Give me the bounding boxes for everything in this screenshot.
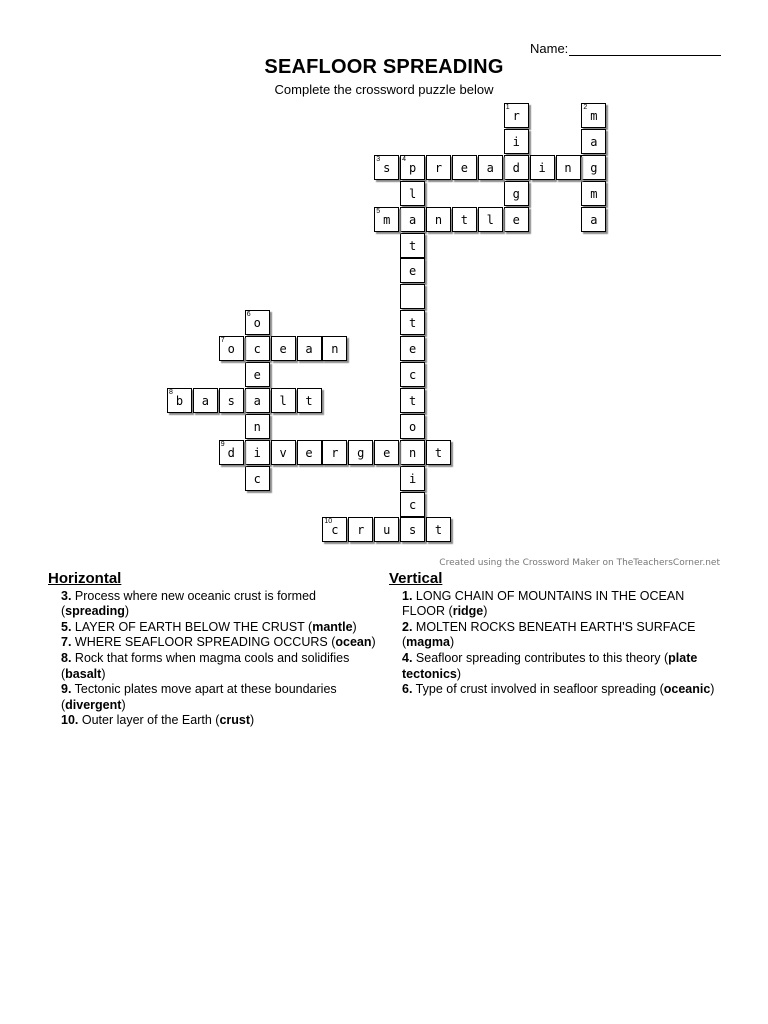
cell-letter: a <box>590 134 598 149</box>
cell-letter: e <box>279 342 287 357</box>
clue-number: 10. <box>61 713 79 728</box>
crossword-cell[interactable] <box>426 207 451 232</box>
crossword-cell[interactable] <box>556 155 581 180</box>
cell-letter: l <box>486 212 494 227</box>
crossword-cell[interactable] <box>219 440 244 465</box>
clue-item: 3. Process where new oceanic crust is formed (spreading) <box>61 588 316 619</box>
clue-item: 2. MOLTEN ROCKS BENEATH EARTH'S SURFACE (magma) <box>402 619 696 650</box>
crossword-cell[interactable] <box>245 362 270 387</box>
horizontal-heading: Horizontal <box>48 570 122 587</box>
crossword-cell[interactable] <box>504 129 529 154</box>
crossword-cell[interactable] <box>193 388 218 413</box>
crossword-cell[interactable] <box>452 155 477 180</box>
clue-text: Tectonic plates move apart at these boundaries ( <box>61 682 337 712</box>
crossword-cell[interactable] <box>581 207 606 232</box>
cell-number: 2 <box>583 104 588 111</box>
crossword-cell[interactable] <box>400 336 425 361</box>
cell-letter: c <box>408 368 417 382</box>
crossword-cell[interactable] <box>245 414 270 439</box>
clue-number: 9. <box>61 682 72 697</box>
crossword-cell[interactable] <box>245 388 270 413</box>
cell-letter: c <box>253 471 261 486</box>
crossword-cell[interactable] <box>297 440 322 465</box>
cell-letter: n <box>564 160 572 175</box>
clue-text: Seafloor spreading contributes to this theory ( <box>412 650 669 665</box>
crossword-cell[interactable] <box>374 207 399 232</box>
cell-letter: s <box>227 393 235 408</box>
cell-letter: d <box>512 160 520 175</box>
cell-letter: m <box>590 109 598 123</box>
clue-item: 8. Rock that forms when magma cools and solidifies (basalt) <box>61 650 350 681</box>
clue-item: 4. Seafloor spreading contributes to this theory (plate tectonics) <box>402 650 698 681</box>
cell-letter: g <box>512 186 520 201</box>
crossword-cell[interactable] <box>374 155 399 180</box>
clue-item: 7. WHERE SEAFLOOR SPREADING OCCURS (ocean) <box>61 635 376 650</box>
clue-item: 6. Type of crust involved in seafloor spreading (oceanic) <box>402 682 715 697</box>
crossword-cell[interactable] <box>504 155 529 180</box>
crossword-cell[interactable] <box>400 517 425 542</box>
horizontal-clues <box>48 571 383 729</box>
clue-item: 5. LAYER OF EARTH BELOW THE CRUST (mantle) <box>61 619 357 634</box>
cell-number: 1 <box>505 104 510 111</box>
cell-letter: r <box>434 160 443 175</box>
cell-letter: r <box>357 523 365 538</box>
cell-letter: e <box>408 264 417 279</box>
cell-letter: s <box>408 523 417 538</box>
vertical-clues <box>389 571 724 698</box>
crossword-cell[interactable] <box>348 517 373 542</box>
cell-letter: n <box>253 419 261 434</box>
cell-letter: p <box>408 160 417 175</box>
cell-letter: t <box>460 212 468 227</box>
clue-answer: mantle <box>312 619 353 634</box>
cell-letter: t <box>408 238 417 253</box>
clue-answer: oceanic <box>663 682 711 697</box>
crossword-cell[interactable] <box>478 155 503 180</box>
cell-letter: g <box>357 445 365 460</box>
cell-letter: e <box>408 342 417 357</box>
cell-letter: i <box>253 445 261 460</box>
crossword-cell[interactable] <box>400 284 425 309</box>
cell-letter: t <box>408 393 417 408</box>
cell-letter: e <box>512 212 520 227</box>
cell-letter: l <box>408 186 417 201</box>
crossword-cell[interactable] <box>400 362 425 387</box>
cell-letter: t <box>408 316 417 331</box>
clue-text: LAYER OF EARTH BELOW THE CRUST ( <box>71 619 313 634</box>
horizontal-clue-list <box>48 589 383 729</box>
clue-text: Process where new oceanic crust is formed ( <box>61 588 316 619</box>
cell-letter: v <box>279 445 287 460</box>
cell-letter: c <box>253 342 261 357</box>
crossword-cell[interactable] <box>400 492 425 517</box>
cell-letter: c <box>331 523 339 538</box>
crossword-cell[interactable] <box>504 103 529 128</box>
cell-letter: u <box>383 523 391 538</box>
clue-item: 1. LONG CHAIN OF MOUNTAINS IN THE OCEAN FLOOR (ridge) <box>402 588 685 619</box>
crossword-cell[interactable] <box>530 155 555 180</box>
cell-letter: a <box>201 393 209 408</box>
cell-letter: n <box>408 445 417 460</box>
cell-letter: i <box>512 134 520 149</box>
crossword-cell[interactable] <box>297 388 322 413</box>
cell-letter: r <box>512 109 520 123</box>
cell-letter: t <box>434 445 443 460</box>
vertical-clue-list <box>389 589 724 698</box>
crossword-cell[interactable] <box>245 310 270 335</box>
crossword-cell[interactable] <box>581 181 606 206</box>
clue-item: 10. Outer layer of the Earth (crust) <box>61 713 255 728</box>
crossword-cell[interactable] <box>219 336 244 361</box>
crossword-cell[interactable] <box>400 440 425 465</box>
clue-text: Type of crust involved in seafloor spreading ( <box>412 682 664 697</box>
cell-letter: e <box>305 445 313 460</box>
crossword-cell[interactable] <box>271 388 296 413</box>
crossword-cell[interactable] <box>219 388 244 413</box>
cell-letter: e <box>460 160 468 175</box>
clue-text: LONG CHAIN OF MOUNTAINS IN THE OCEAN FLOOR ( <box>402 588 685 619</box>
crossword-cell[interactable] <box>322 517 347 542</box>
cell-letter: d <box>227 445 235 460</box>
clue-answer: crust <box>219 713 251 728</box>
clue-number: 1. <box>402 588 413 603</box>
clue-answer: spreading <box>65 604 125 619</box>
clue-number: 3. <box>61 588 72 603</box>
cell-letter: a <box>590 212 598 227</box>
crossword-cell[interactable] <box>452 207 477 232</box>
crossword-cell[interactable] <box>426 440 451 465</box>
crossword-cell[interactable] <box>322 336 347 361</box>
cell-letter: a <box>253 393 261 408</box>
crossword-cell[interactable] <box>167 388 192 413</box>
crossword-cell[interactable] <box>271 336 296 361</box>
cell-letter: t <box>434 523 443 538</box>
cell-letter: m <box>383 212 391 227</box>
clue-number: 4. <box>402 650 413 665</box>
cell-letter: b <box>175 393 184 408</box>
crossword-cell[interactable] <box>348 440 373 465</box>
crossword-cell[interactable] <box>400 155 425 180</box>
crossword-cell[interactable] <box>400 310 425 335</box>
cell-number: 5 <box>376 207 381 215</box>
crossword-cell[interactable] <box>504 181 529 206</box>
clue-item: 9. Tectonic plates move apart at these boundaries (divergent) <box>61 682 337 712</box>
crossword-cell[interactable] <box>271 440 296 465</box>
crossword-cell[interactable] <box>245 440 270 465</box>
cell-letter: o <box>227 342 235 357</box>
cell-letter: c <box>408 497 417 512</box>
crossword-cell[interactable] <box>581 103 606 128</box>
crossword-cell[interactable] <box>322 440 347 465</box>
crossword-cell[interactable] <box>297 336 322 361</box>
clue-number: 2. <box>402 619 413 634</box>
clue-answer: plate tectonics <box>402 650 698 681</box>
cell-letter: g <box>590 160 598 175</box>
cell-letter: a <box>408 212 417 227</box>
crossword-cell[interactable] <box>400 388 425 413</box>
credit-line: Created using the Crossword Maker on TheTeachersCorner.net <box>439 558 720 568</box>
crossword-cell[interactable] <box>245 466 270 491</box>
cell-letter: r <box>331 445 339 460</box>
crossword-cell[interactable] <box>400 207 425 232</box>
page-subtitle: Complete the crossword puzzle below <box>274 82 494 97</box>
name-label: Name: <box>530 41 569 56</box>
crossword-cell[interactable] <box>245 336 270 361</box>
cell-letter: l <box>279 393 287 408</box>
crossword-cell[interactable] <box>426 155 451 180</box>
clue-answer: magma <box>406 635 450 650</box>
cell-letter: a <box>486 160 494 175</box>
clue-number: 7. <box>61 635 72 650</box>
clue-text: Rock that forms when magma cools and solidifies ( <box>61 650 350 681</box>
clue-answer: basalt <box>65 666 102 681</box>
crossword-cell[interactable] <box>581 129 606 154</box>
crossword-cell[interactable] <box>400 181 425 206</box>
crossword-cell[interactable] <box>426 517 451 542</box>
crossword-cell[interactable] <box>400 466 425 491</box>
cell-letter: s <box>383 160 391 175</box>
cell-number: 10 <box>324 518 333 526</box>
cell-letter: e <box>383 445 391 460</box>
cell-number: 8 <box>169 388 173 396</box>
cell-number: 4 <box>402 155 406 163</box>
cell-number: 9 <box>220 440 225 448</box>
cell-letter: t <box>305 393 313 408</box>
cell-number: 3 <box>376 155 381 163</box>
clue-text: Outer layer of the Earth ( <box>78 713 220 728</box>
cell-letter: o <box>253 316 261 331</box>
clue-answer: ridge <box>452 604 484 619</box>
cell-letter: n <box>331 342 339 357</box>
clue-number: 8. <box>61 650 72 665</box>
clue-number: 5. <box>61 619 72 634</box>
clue-number: 6. <box>402 682 413 697</box>
vertical-heading: Vertical <box>389 570 443 587</box>
cell-letter: n <box>434 212 443 227</box>
cell-letter: o <box>408 419 417 434</box>
crossword-cell[interactable] <box>374 440 399 465</box>
clue-answer: ocean <box>335 635 372 650</box>
crossword-cell[interactable] <box>400 414 425 439</box>
crossword-cell[interactable] <box>400 258 425 283</box>
cell-number: 7 <box>220 337 225 345</box>
crossword-cell[interactable] <box>581 155 606 180</box>
crossword-cell[interactable] <box>400 233 425 258</box>
clue-text: WHERE SEAFLOOR SPREADING OCCURS ( <box>71 635 336 650</box>
cell-letter: e <box>253 368 261 382</box>
clue-answer: divergent <box>65 697 122 712</box>
page-title: SEAFLOOR SPREADING <box>264 56 504 78</box>
cell-number: 6 <box>246 311 251 319</box>
clue-text: MOLTEN ROCKS BENEATH EARTH'S SURFACE ( <box>402 619 696 650</box>
cell-letter: m <box>590 186 598 201</box>
cell-letter: i <box>538 160 546 175</box>
cell-letter: a <box>305 342 313 357</box>
crossword-cell[interactable] <box>478 207 503 232</box>
crossword-cell[interactable] <box>504 207 529 232</box>
cell-letter: i <box>408 471 417 486</box>
crossword-cell[interactable] <box>374 517 399 542</box>
